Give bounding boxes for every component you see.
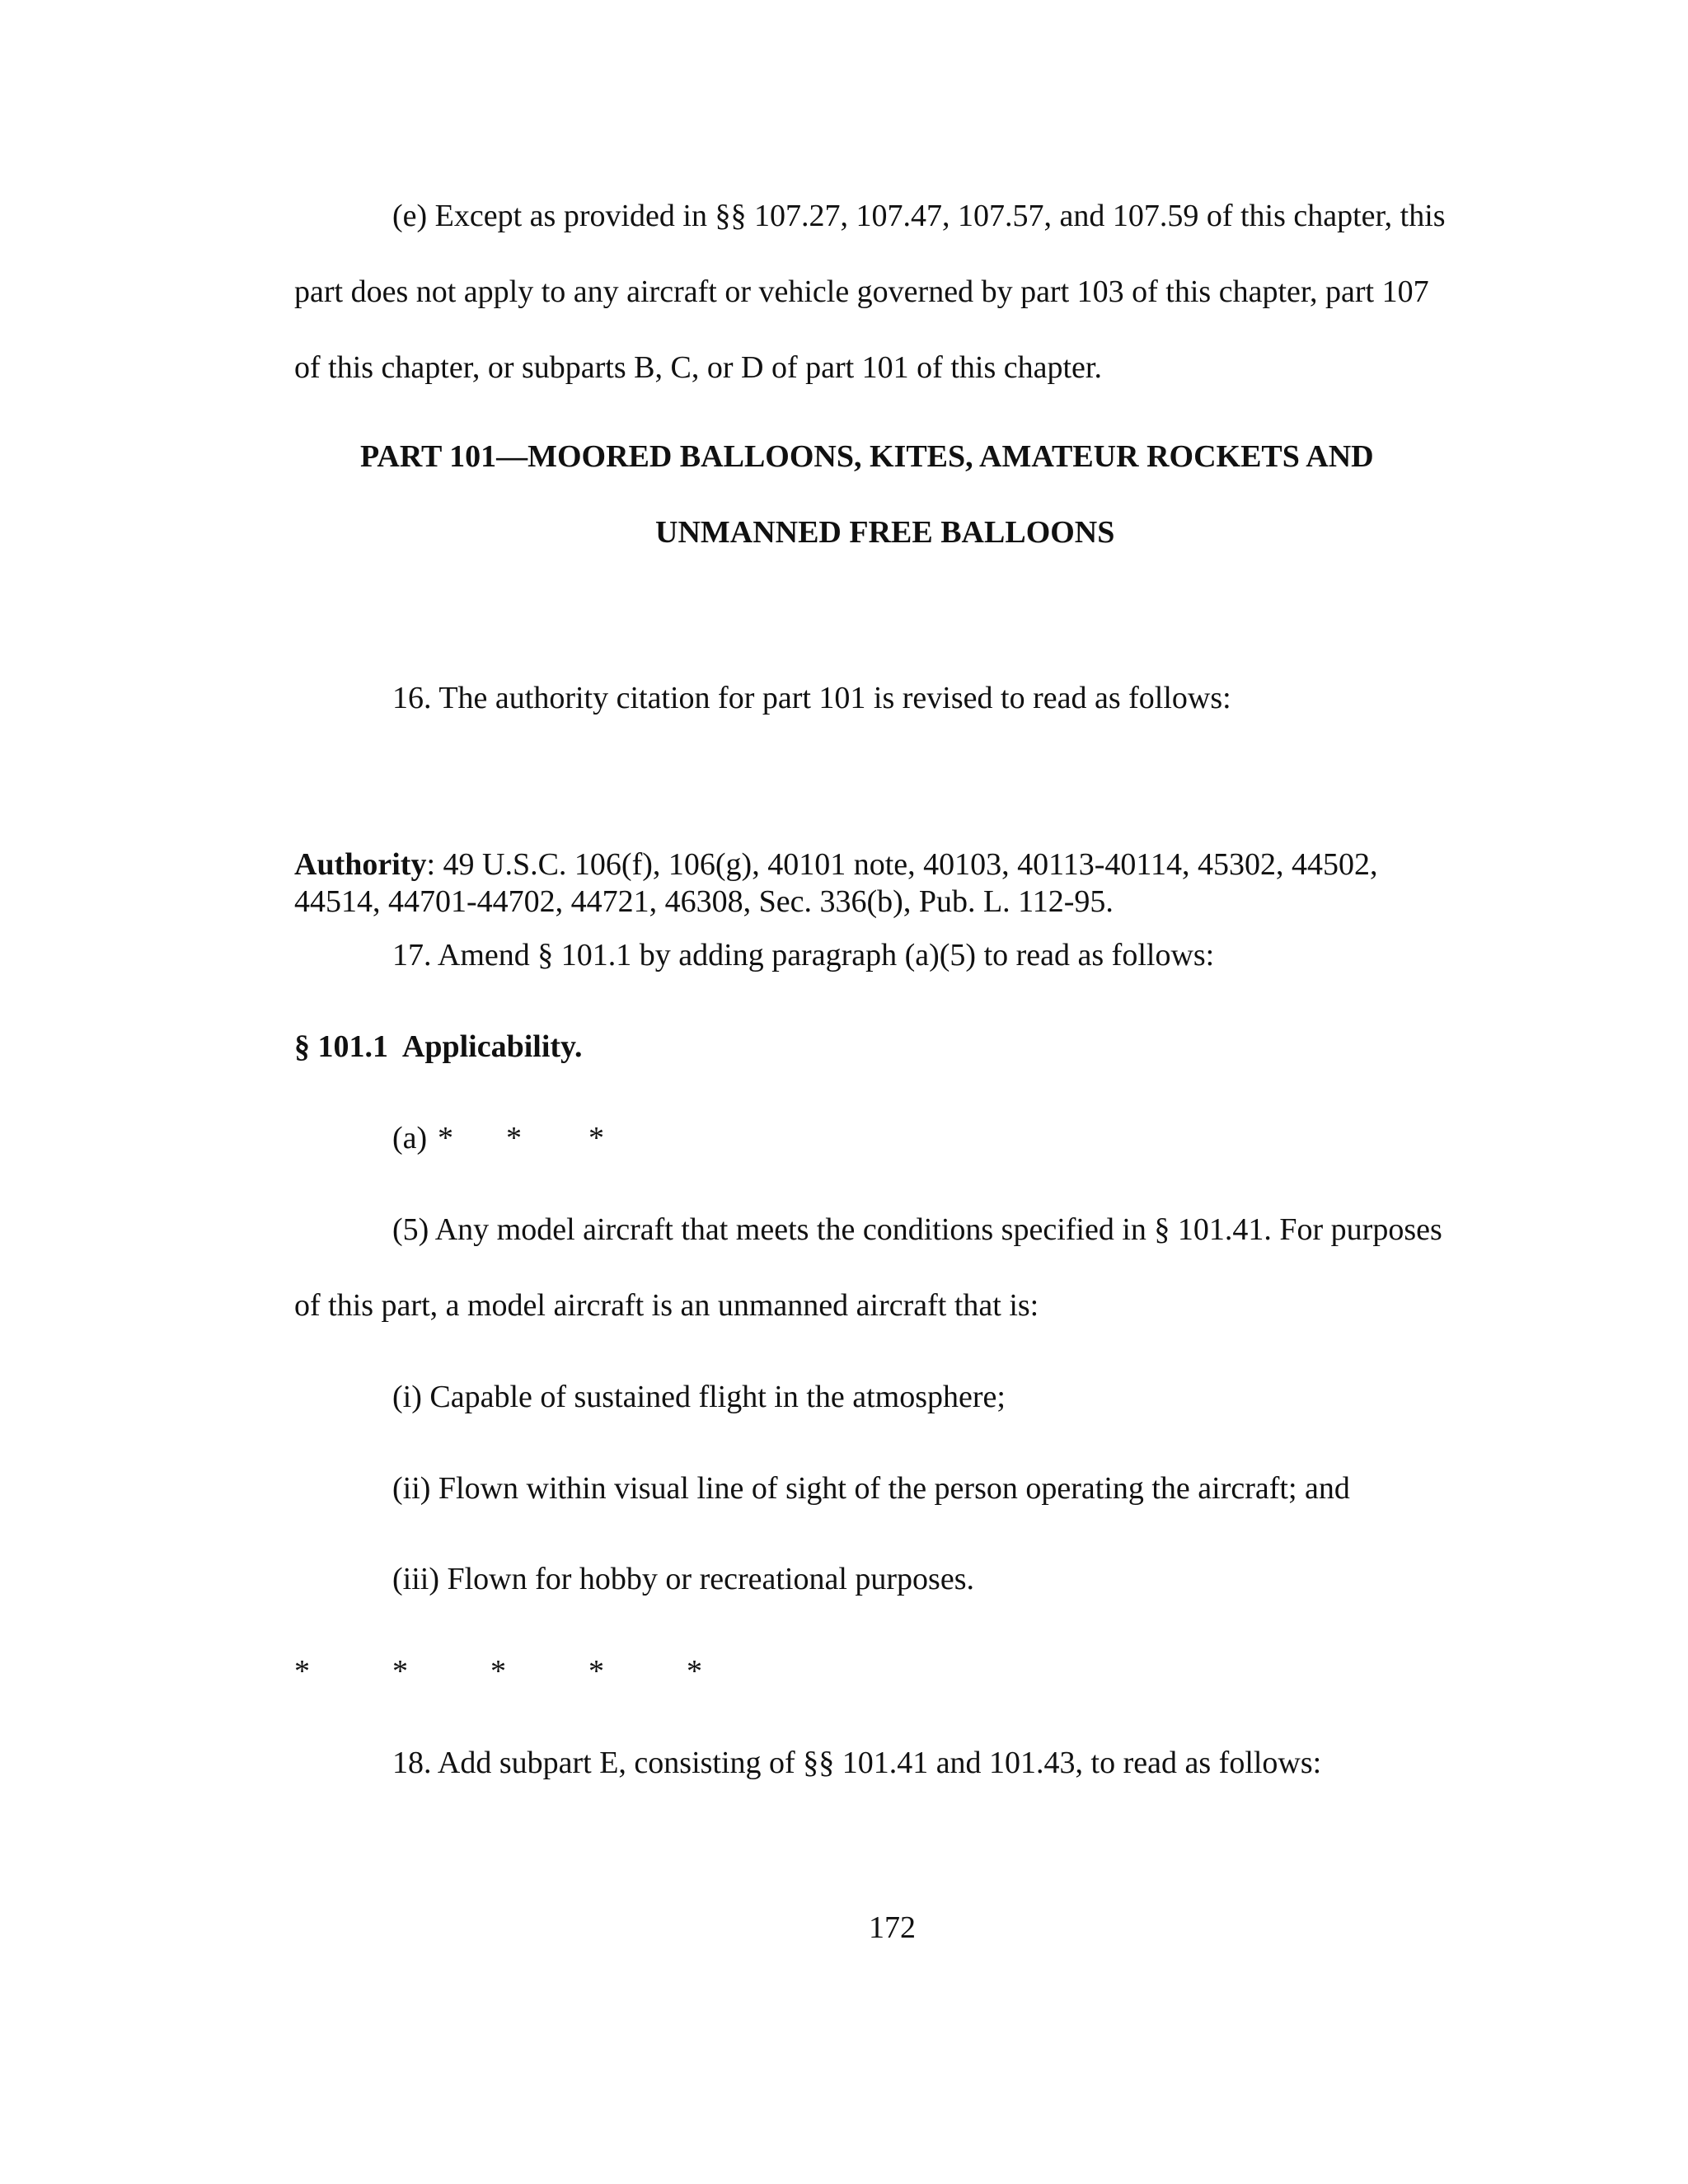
paragraph-e-line-2: part does not apply to any aircraft or vehicle governed by part 103 of this chapter, part 107 (294, 274, 1429, 309)
omission-star: * (506, 1121, 522, 1155)
paragraph-a-label: (a) (392, 1121, 428, 1155)
omission-star: * (294, 1654, 310, 1689)
item-ii: (ii) Flown within visual line of sight of the person operating the aircraft; and (392, 1471, 1350, 1506)
authority-line-2: 44514, 44701-44702, 44721, 46308, Sec. 336(b), Pub. L. 112-95. (294, 884, 1114, 919)
item-i: (i) Capable of sustained flight in the atmosphere; (392, 1380, 1006, 1414)
paragraph-5-line-2: of this part, a model aircraft is an unmanned aircraft that is: (294, 1288, 1039, 1323)
section-heading: § 101.1 Applicability. (294, 1029, 583, 1064)
item-iii: (iii) Flown for hobby or recreational purposes. (392, 1562, 974, 1596)
omission-star: * (490, 1654, 506, 1689)
authority-citation-text: : 49 U.S.C. 106(f), 106(g), 40101 note, 40103, 40113-40114, 45302, 44502, (426, 847, 1378, 882)
omission-star: * (438, 1121, 453, 1155)
part-heading-line-2: UNMANNED FREE BALLOONS (655, 515, 1115, 550)
paragraph-5-line-1: (5) Any model aircraft that meets the conditions specified in § 101.41. For purposes (392, 1212, 1442, 1247)
item-18: 18. Add subpart E, consisting of §§ 101.41 and 101.43, to read as follows: (392, 1746, 1322, 1780)
omission-star: * (588, 1121, 604, 1155)
part-heading-line-1: PART 101—MOORED BALLOONS, KITES, AMATEUR ROCKETS AND (360, 439, 1374, 474)
omission-star: * (392, 1654, 408, 1689)
authority-label: Authority (294, 847, 427, 882)
page-number: 172 (869, 1910, 916, 1945)
paragraph-e-line-1: (e) Except as provided in §§ 107.27, 107.47, 107.57, and 107.59 of this chapter, this (392, 199, 1446, 233)
authority-line-1 (294, 849, 1377, 880)
item-17: 17. Amend § 101.1 by adding paragraph (a)(5) to read as follows: (392, 938, 1215, 972)
omission-star: * (588, 1654, 604, 1689)
omission-star: * (687, 1654, 702, 1689)
item-16: 16. The authority citation for part 101 is revised to read as follows: (392, 681, 1231, 715)
paragraph-e-line-3: of this chapter, or subparts B, C, or D of part 101 of this chapter. (294, 350, 1102, 385)
